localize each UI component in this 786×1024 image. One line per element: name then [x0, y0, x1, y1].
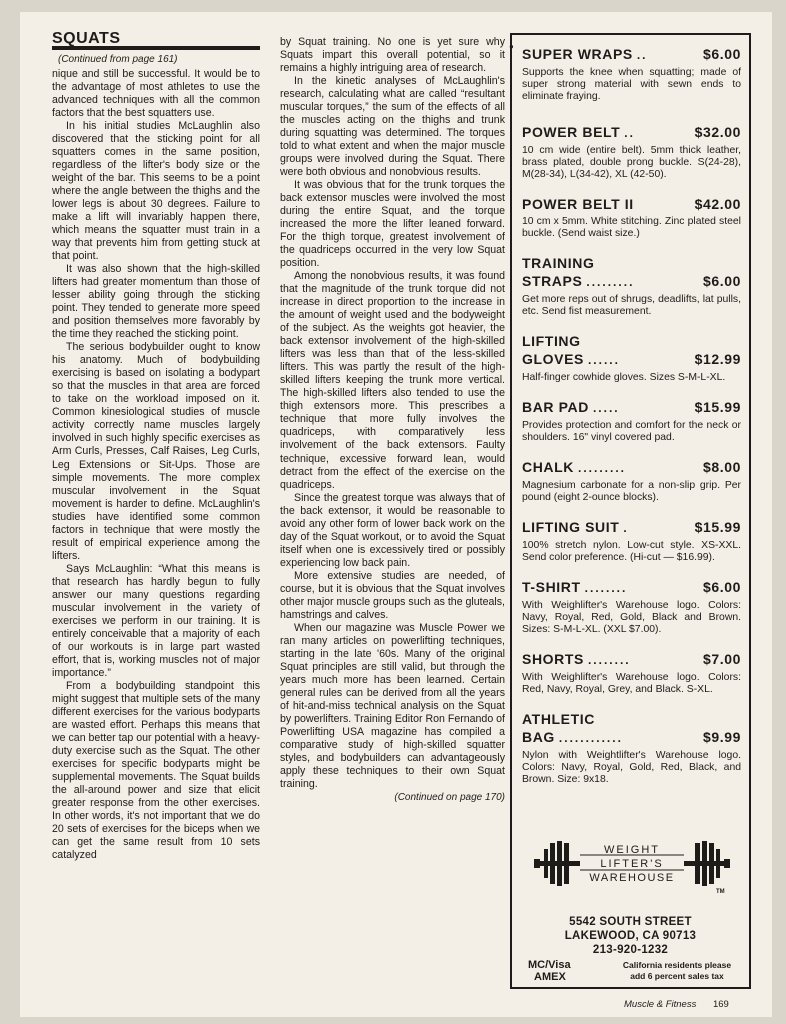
ad-item-name-line-1: LIFTING — [522, 333, 581, 349]
ad-item-description: With Weighlifter's Warehouse logo. Colors: Red, Navy, Royal, Grey, and Black. S-XL. — [522, 672, 741, 695]
continued-on: (Continued on page 170) — [394, 791, 505, 803]
ad-item-description: 10 cm x 5mm. White stitching. Zinc plated steel buckle. (Send waist size.) — [522, 216, 741, 239]
bullet-mark: ● — [509, 42, 514, 51]
payment-methods — [528, 959, 571, 983]
tax-note-line-1: California residents please — [622, 960, 732, 970]
ad-item-dots: ......... — [586, 275, 635, 289]
ad-item — [522, 398, 741, 444]
ad-item-dots: .. — [636, 48, 648, 62]
magazine-page — [20, 12, 772, 1017]
weightlifters-warehouse-ad — [510, 33, 751, 989]
ad-item-description: Nylon with Weightlifter's Warehouse logo. Colors: Navy, Royal, Gold, Red, Black, and Brown. Size: 9x18. — [522, 750, 741, 785]
ad-item-name: POWER BELT — [522, 124, 621, 140]
ad-item-title — [522, 123, 741, 142]
ad-item-price: $6.00 — [702, 273, 741, 289]
ad-item-name: BAR PAD — [522, 399, 589, 415]
ad-item-name-line-1: ATHLETIC — [522, 711, 595, 727]
ad-item — [522, 254, 741, 318]
ad-item-price: $15.99 — [694, 519, 741, 535]
ad-item-name: CHALK — [522, 459, 574, 475]
ad-item-dots: . — [623, 521, 629, 535]
ad-item-title — [522, 458, 741, 477]
warehouse-logo — [532, 835, 732, 895]
address-city: LAKEWOOD, CA 90713 — [564, 930, 697, 942]
ad-item-name: BAG — [522, 729, 555, 745]
ad-item-name: GLOVES — [522, 351, 584, 367]
ad-item-title — [522, 518, 741, 537]
ad-item-title — [522, 350, 741, 369]
ad-item-price: $6.00 — [702, 46, 741, 62]
logo-trademark: TM — [716, 889, 725, 895]
ad-item-description: 100% stretch nylon. Low-cut style. XS-XXL. Send color preference. (Hi-cut — $16.99). — [522, 540, 741, 563]
ad-item-dots: ......... — [578, 461, 627, 475]
ad-item-title — [522, 272, 741, 291]
article-column-2 — [280, 36, 505, 804]
ad-item-description: Supports the knee when squatting; made of super strong material with sewn ends to eliminate fraying. — [522, 67, 741, 102]
ad-item-name: LIFTING SUIT — [522, 519, 620, 535]
ad-item-title — [522, 650, 741, 669]
ad-item-price: $6.00 — [702, 579, 741, 595]
ad-item-name: SUPER WRAPS — [522, 46, 633, 62]
page-number: 169 — [712, 999, 729, 1010]
paragraph: In his initial studies McLaughlin also discovered that the sticking point for all squatters comes in the same position, regardless of the lifter's body size or the weight of the bar. This seems to be a point where the angle between the thighs and the lower legs is about 30 degrees. Failure to make a lift will invariably happen there, which means the squatter must train in a way that prevents him from getting stuck at that point. — [52, 120, 260, 263]
ad-item-dots: .. — [624, 126, 635, 140]
paragraph: Since the greatest torque was always that of the back extensor, it would be reasonable to avoid any other form of lower back work on the day of the Squat workout, or to avoid the Squat itself when one is excessively tired or possibly experiencing low back pain. — [280, 491, 505, 569]
ad-item-dots: ........ — [587, 653, 631, 667]
payment-line-2: AMEX — [534, 971, 566, 983]
ad-item-description: With Weighlifter's Warehouse logo. Colors: Navy, Royal, Red, Gold, Black and Brown. Sizes: S-M-L-XL. (XXL $7.00). — [522, 600, 741, 635]
ad-item — [522, 45, 741, 103]
tax-note — [612, 960, 742, 982]
continued-from: (Continued from page 161) — [58, 54, 178, 66]
ad-item-price: $32.00 — [694, 124, 741, 140]
ad-item-dots: ............ — [558, 731, 623, 745]
paragraph: Among the nonobvious results, it was found that the magnitude of the trunk torque did not increase in direct proportion to the increase in the amount of weight used and the bodyweight of the subject. As the weights got heavier, the back extensor involvement of the high-skilled lifters was less than that of the less-skilled lifters. This was partly the result of the high-skilled lifters keeping the trunk more vertical. The high-skilled lifters also tended to use the thigh extensors more. This prescribes a technique that more fully involves the quadriceps, with comparatively less involvement of the back extensors. Faulty technique, excessive forward lean, would detract from the effect of the exercise on the quadriceps. — [280, 270, 505, 491]
ad-item-name: POWER BELT II — [522, 196, 634, 212]
paragraph: The serious bodybuilder ought to know his anatomy. Much of bodybuilding exercising is based on isolating a bodypart so that the muscles in that area are forced to take on the workload imposed on it. Common kinesiological studies of muscle activity correctly name muscles largely involved in such highly specific exercises as Arm Curls, Presses, Calf Raises, Leg Curls, Leg Extensions or Sit-Ups. Those are simple movements. The more complex muscular involvement in the Squat movement is harder to define. McLaughlin's studies have identified some common factors in technique that were mostly the result of empirical experience among the lifters. — [52, 341, 260, 562]
logo-line-2: LIFTER'S — [600, 858, 664, 870]
ad-item-title — [522, 728, 741, 747]
ad-item-price: $15.99 — [694, 399, 741, 415]
tax-note-line-2: add 6 percent sales tax — [630, 971, 724, 981]
ad-item — [522, 458, 741, 504]
ad-item-description: Half-finger cowhide gloves. Sizes S-M-L-XL. — [522, 372, 726, 383]
ad-item — [522, 578, 741, 636]
ad-item-name-line-1: TRAINING — [522, 255, 595, 271]
ad-item — [522, 518, 741, 564]
page-footer — [624, 999, 729, 1010]
ad-item-dots: ...... — [587, 353, 620, 367]
ad-item-title — [522, 578, 741, 597]
paragraph: More extensive studies are needed, of course, but it is obvious that the Squat involves other major muscle groups such as the gluteals, hamstrings and calves. — [280, 569, 505, 621]
paragraph: When our magazine was Muscle Power we ran many articles on powerlifting techniques, starting in the late '60s. Many of the original Squat principles are still valid, but through the years much more has been learned. Certain general rules can be derived from all the years of hit-and-miss technical analysis on the Squat by powerlifters. Training Editor Ron Fernando of Powerlifting USA magazine has compiled a comparative study of high-skilled squatter styles, and bodybuilders can advantageously apply these techniques to their own Squat training. — [280, 621, 505, 790]
ad-item-price: $8.00 — [702, 459, 741, 475]
phone-number: 213-920-1232 — [592, 944, 669, 956]
ad-item-description: 10 cm wide (entire belt). 5mm thick leather, brass plated, double prong buckle. S(24-28), M(28-34), L(34-42), XL (42-50). — [522, 145, 741, 180]
ad-item-dots: ........ — [584, 581, 628, 595]
ad-item-price: $12.99 — [694, 351, 741, 367]
ad-item-title — [522, 195, 741, 213]
ad-item-price: $7.00 — [702, 651, 741, 667]
paragraph: nique and still be successful. It would be to the advantage of most athletes to use the advanced techniques with all the common factors that the best squatters use. — [52, 68, 260, 120]
ad-item-name: SHORTS — [522, 651, 584, 667]
ad-item-description: Provides protection and comfort for the neck or shoulders. 16" vinyl covered pad. — [522, 420, 741, 443]
payment-line-1: MC/Visa — [528, 959, 571, 971]
ad-item — [522, 710, 741, 786]
magazine-name: Muscle & Fitness — [624, 999, 697, 1010]
ad-item-dots: ..... — [592, 401, 620, 415]
ad-item-price: $9.99 — [702, 729, 741, 745]
paragraph: Says McLaughlin: “What this means is that research has hardly begun to fully answer our many questions regarding muscular involvement in the variety of exercises we perform in our training. It is entirely conceivable that a majority of each of our workouts is in large part wasted effort, that is, working muscles not of major importance.” — [52, 562, 260, 679]
ad-item-description: Magnesium carbonate for a non-slip grip. Per pound (eight 2-ounce blocks). — [522, 480, 741, 503]
ad-item — [522, 332, 741, 384]
paragraph: From a bodybuilding standpoint this might suggest that multiple sets of the many different exercises for the various bodyparts are wasted effort. Perhaps this means that we can better tap our potential with a heavy-duty exercise such as the Squat. The other exercises for specific bodyparts might be supplemental movements. The Squat builds the all-around power and size that elicit greater response from the other exercises. In other words, it's not important that we do 20 sets of exercises for the biceps when we can get the same result from 10 sets catalyzed — [52, 679, 260, 861]
ad-item — [522, 650, 741, 696]
ad-item-price: $42.00 — [694, 196, 741, 212]
address-street: 5542 SOUTH STREET — [569, 916, 692, 928]
logo-line-3: WAREHOUSE — [589, 872, 675, 884]
article-heading: SQUATS — [52, 32, 260, 50]
paragraph: In the kinetic analyses of McLaughlin's research, calculating what are called “resultant muscular torques,” the sum of the effects of all the muscles acting on the thighs and trunk during squatting was determined. The torques told to what extent and when the major muscle groups were involved during the Squat. There were both obvious and nonobvious results. — [280, 75, 505, 179]
ad-item-title — [522, 45, 741, 64]
ad-item-title — [522, 398, 741, 417]
ad-item-name: T-SHIRT — [522, 579, 581, 595]
ad-item-description: Get more reps out of shrugs, deadlifts, lat pulls, etc. Send fist measurement. — [522, 294, 741, 317]
paragraph: It was obvious that for the trunk torques the back extensor muscles were involved the most during the entire Squat, and the torque increased the more the lifter leaned forward. For the thigh torque, greatest involvement of the quadriceps occurred in the very low Squat position. — [280, 179, 505, 270]
logo-line-1: WEIGHT — [604, 844, 660, 856]
paragraph: by Squat training. No one is yet sure why Squats impart this overall potential, so it remains a highly intriguing area of research. — [280, 36, 505, 75]
ad-item — [522, 195, 741, 240]
ad-item-name: STRAPS — [522, 273, 583, 289]
article-column-1 — [52, 32, 260, 862]
ad-item — [522, 123, 741, 181]
ad-item-list — [522, 45, 741, 786]
paragraph: It was also shown that the high-skilled lifters had greater momentum than those of lesser ability going through the sticking point. They tended to generate more speed and position themselves more favorably by the time they reached the sticking point. — [52, 263, 260, 341]
